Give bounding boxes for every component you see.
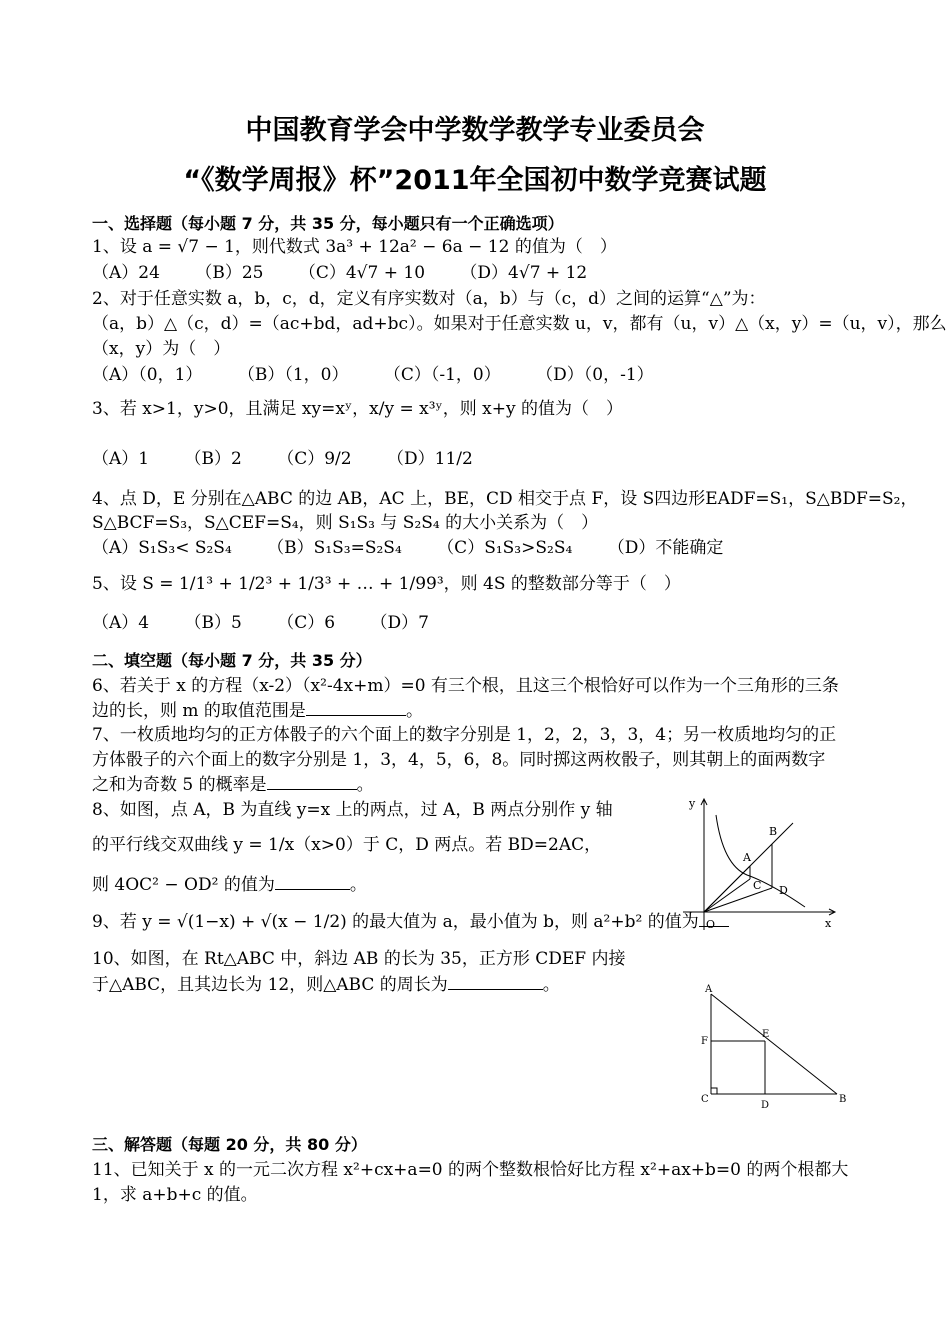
- q5-option-a: （A）4: [92, 613, 150, 633]
- title-line-1: 中国教育学会中学数学教学专业委员会: [245, 115, 705, 146]
- q7-line-1: 7、一枚质地均匀的正方体骰子的六个面上的数字分别是 1，2，2，3，3，4；另一枚质地均匀的正: [92, 725, 837, 745]
- label-a: A: [705, 984, 713, 995]
- q7-line-3: [92, 773, 374, 796]
- label-f: F: [701, 1036, 708, 1047]
- label-x: x: [825, 917, 832, 930]
- q2-option-c: （C）（-1，0）: [383, 365, 501, 385]
- q3-option-a: （A）1: [92, 449, 150, 469]
- q6-answer-blank[interactable]: [306, 699, 406, 716]
- label-a: A: [743, 851, 751, 864]
- q4-option-c: （C）S₁S₃>S₂S₄: [437, 538, 573, 558]
- q7-text: 之和为奇数 5 的概率是: [92, 775, 267, 795]
- label-c: C: [753, 879, 762, 892]
- right-angle-icon: [711, 1088, 717, 1094]
- q4-option-a: （A）S₁S₃< S₂S₄: [92, 538, 232, 558]
- q2-options: [92, 364, 684, 386]
- q1-option-a: （A）24: [92, 263, 160, 283]
- label-e: E: [762, 1029, 770, 1040]
- q9-line: [92, 910, 729, 933]
- q8-line-3: [92, 873, 367, 896]
- q8-end: 。: [349, 875, 367, 895]
- q11-line-2: 1，求 a+b+c 的值。: [92, 1185, 258, 1205]
- q4-options: [92, 537, 753, 559]
- q3-stem: 3、若 x>1，y>0，且满足 xy=xʸ，x/y = x³ʸ，则 x+y 的值为（ ）: [92, 399, 623, 419]
- label-c: C: [701, 1094, 709, 1105]
- q2-line-2: （a，b）△（c，d）=（ac+bd，ad+bc）。如果对于任意实数 u，v，都有（u，v）△（x，y）=（u，v），那么: [92, 314, 947, 334]
- q2-option-d: （D）（0，-1）: [536, 365, 654, 385]
- q8-line-1: 8、如图，点 A，B 为直线 y=x 上的两点，过 A，B 两点分别作 y 轴: [92, 800, 613, 820]
- segment-oc: [704, 879, 750, 912]
- q2-line-1: 2、对于任意实数 a，b，c，d，定义有序实数对（a，b）与（c，d）之间的运算“△”为：: [92, 289, 766, 309]
- segment-oa: [704, 866, 750, 912]
- label-o: O: [706, 918, 716, 931]
- q3-option-c: （C）9/2: [277, 449, 352, 469]
- q1-option-b: （B）25: [195, 263, 264, 283]
- q8-text: 则 4OC² − OD² 的值为: [92, 875, 275, 895]
- q5-option-c: （C）6: [277, 613, 336, 633]
- segment-od: [704, 888, 772, 912]
- side-ab: [711, 994, 837, 1094]
- q7-answer-blank[interactable]: [267, 773, 357, 790]
- q8-answer-blank[interactable]: [275, 873, 350, 890]
- title-line-2: “《数学周报》杯”2011年全国初中数学竞赛试题: [183, 165, 767, 196]
- q4-line-2: S△BCF=S₃，S△CEF=S₄，则 S₁S₃ 与 S₂S₄ 的大小关系为（ ）: [92, 513, 599, 533]
- q6-line-2: [92, 699, 423, 722]
- q1-options: [92, 262, 617, 284]
- q2-option-b: （B）（1，0）: [237, 365, 349, 385]
- q7-end: 。: [356, 775, 374, 795]
- q1-option-d: （D）4√7 + 12: [460, 263, 588, 283]
- q3-option-b: （B）2: [184, 449, 242, 469]
- section-2-heading: 二、填空题（每小题 7 分，共 35 分）: [92, 651, 372, 670]
- q5-options: [92, 612, 459, 634]
- figure-q8-hyperbola: [675, 795, 850, 935]
- q7-line-2: 方体骰子的六个面上的数字分别是 1，3，4，5，6，8。同时掷这两枚骰子，则其朝上的面两数字: [92, 750, 826, 770]
- section-3-heading: 三、解答题（每题 20 分，共 80 分）: [92, 1135, 367, 1154]
- q2-option-a: （A）（0，1）: [92, 365, 203, 385]
- q3-options: [92, 448, 503, 470]
- q5-option-d: （D）7: [370, 613, 429, 633]
- label-b: B: [839, 1094, 847, 1105]
- q10-text: 于△ABC，且其边长为 12，则△ABC 的周长为: [92, 975, 448, 995]
- q5-stem: 5、设 S = 1/1³ + 1/2³ + 1/3³ + … + 1/99³，则 4S 的整数部分等于（ ）: [92, 574, 681, 594]
- q3-option-d: （D）11/2: [387, 449, 473, 469]
- q5-option-b: （B）5: [184, 613, 242, 633]
- q6-line-1: 6、若关于 x 的方程（x-2）（x²-4x+m）=0 有三个根，且这三个根恰好可以作为一个三角形的三条: [92, 676, 839, 696]
- q10-line-2: [92, 973, 560, 996]
- q4-option-b: （B）S₁S₃=S₂S₄: [267, 538, 402, 558]
- q10-line-1: 10、如图，在 Rt△ABC 中，斜边 AB 的长为 35，正方形 CDEF 内接: [92, 949, 626, 969]
- label-d: D: [761, 1100, 770, 1111]
- label-d: D: [779, 884, 788, 897]
- q11-line-1: 11、已知关于 x 的一元二次方程 x²+cx+a=0 的两个整数根恰好比方程 x²+ax+b=0 的两个根都大: [92, 1160, 849, 1180]
- q4-option-d: （D）不能确定: [607, 538, 724, 558]
- q8-line-2: 的平行线交双曲线 y = 1/x（x>0）于 C，D 两点。若 BD=2AC，: [92, 835, 602, 855]
- figure-q10-triangle: [695, 980, 855, 1115]
- q10-end: 。: [542, 975, 560, 995]
- q2-line-3: （x，y）为（ ）: [92, 339, 231, 359]
- q1-stem: 1、设 a = √7 − 1，则代数式 3a³ + 12a² − 6a − 12 的值为（ ）: [92, 237, 617, 257]
- q9-stem: 9、若 y = √(1−x) + √(x − 1/2) 的最大值为 a，最小值为 b，则 a²+b² 的值为: [92, 912, 699, 932]
- q4-line-1: 4、点 D，E 分别在△ABC 的边 AB，AC 上，BE，CD 相交于点 F，设 S四边形EADF=S₁，S△BDF=S₂，: [92, 489, 918, 509]
- q1-option-c: （C）4√7 + 10: [298, 263, 426, 283]
- label-y: y: [689, 797, 696, 810]
- q10-answer-blank[interactable]: [448, 973, 543, 990]
- q6-end: 。: [405, 701, 423, 721]
- q6-text: 边的长，则 m 的取值范围是: [92, 701, 306, 721]
- label-b: B: [769, 825, 778, 838]
- section-1-heading: 一、选择题（每小题 7 分，共 35 分，每小题只有一个正确选项）: [92, 214, 564, 233]
